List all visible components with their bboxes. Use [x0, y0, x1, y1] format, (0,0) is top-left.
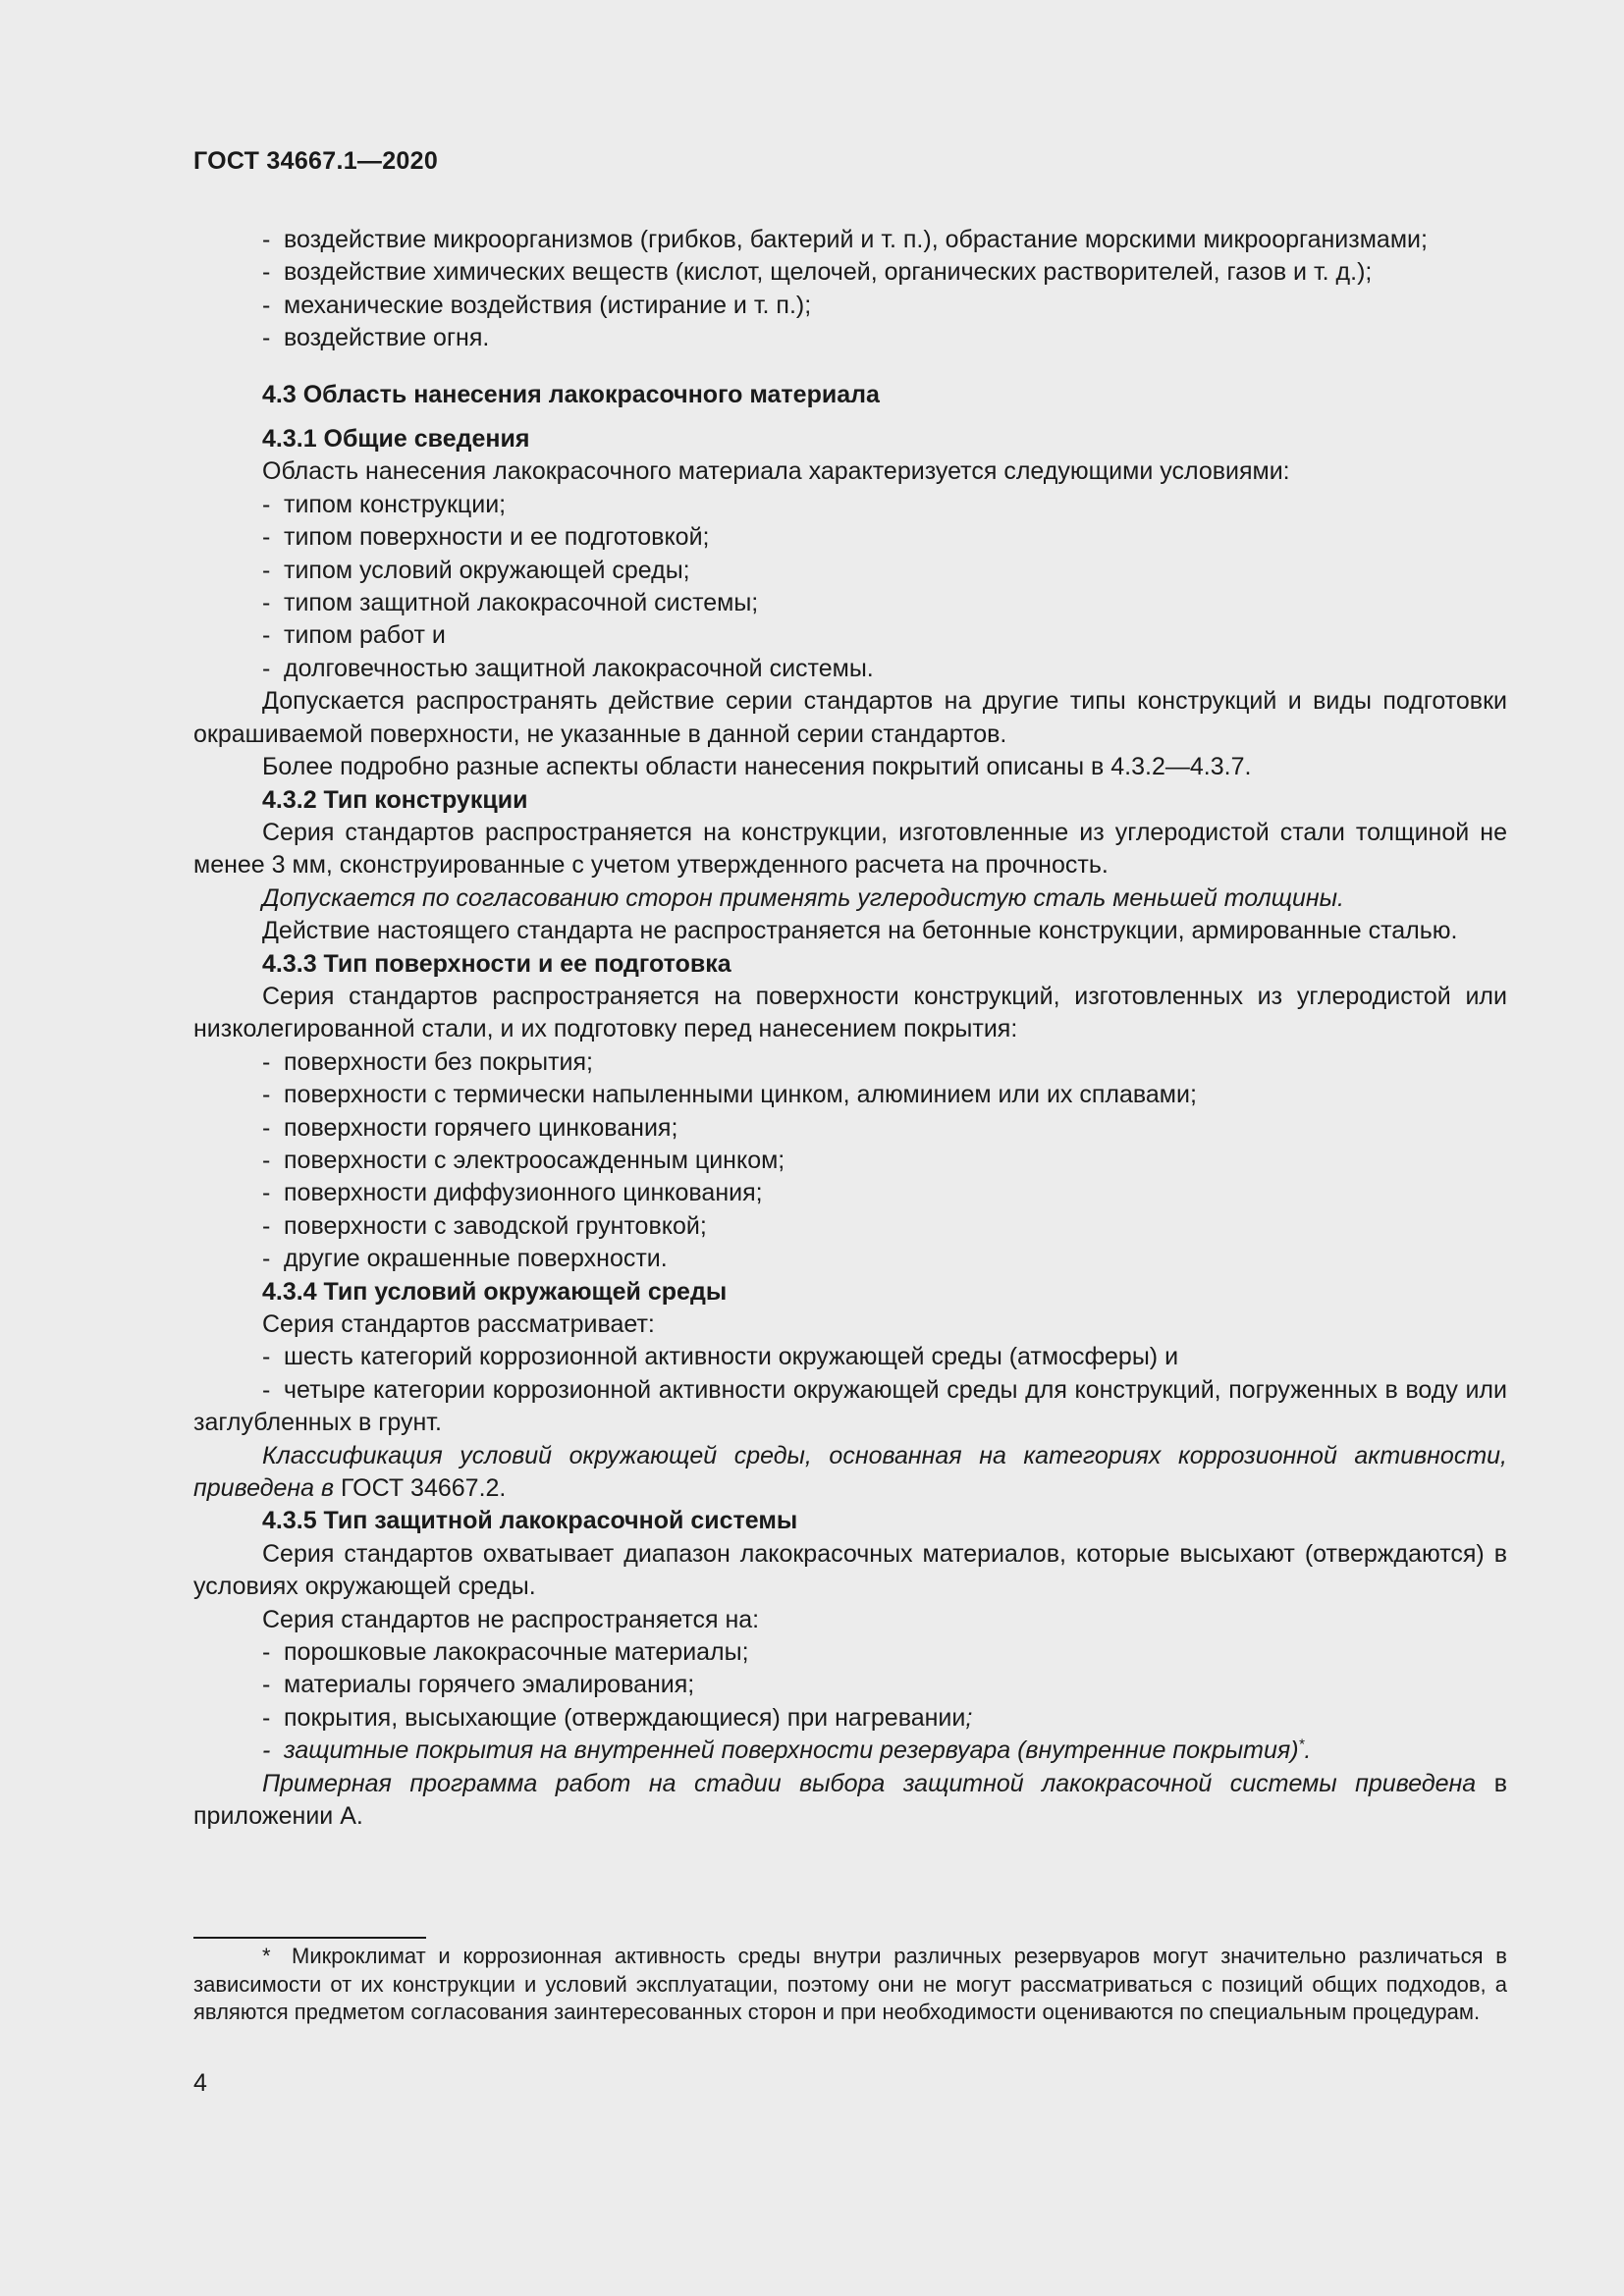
- list-item: [193, 1177, 1507, 1209]
- list-item-text: типом работ и: [284, 621, 446, 650]
- list-item: [193, 256, 1507, 289]
- list-dash: -: [262, 1211, 271, 1240]
- list-item-text: типом поверхности и ее подготовкой;: [284, 523, 710, 552]
- paragraph: Серия стандартов не распространяется на:: [262, 1605, 760, 1633]
- list-item: [193, 322, 1507, 354]
- list-item: [193, 1079, 1507, 1111]
- list-dash: -: [262, 1047, 271, 1076]
- paragraph: Серия стандартов охватывает диапазон лакокрасочных материалов, которые высыхают (отверждаются) в условиях окружающей среды.: [193, 1539, 1507, 1601]
- list-dash: -: [262, 1671, 271, 1699]
- paragraph: Область нанесения лакокрасочного материала характеризуется следующими условиями:: [262, 457, 1290, 486]
- list-item: [193, 1341, 1507, 1373]
- list-item: [193, 653, 1507, 685]
- paragraph: Серия стандартов распространяется на поверхности конструкций, изготовленных из углеродистой или низколегированной стали, и их подготовку перед нанесением покрытия:: [193, 982, 1507, 1043]
- appendix-reference: в приложении А.: [193, 1769, 1508, 1831]
- list-item-text: механические воздействия (истирание и т. п.);: [284, 291, 812, 319]
- list-item: [193, 1210, 1507, 1243]
- document-header: ГОСТ 34667.1—2020: [193, 147, 439, 175]
- section-heading-4-3: 4.3 Область нанесения лакокрасочного материала: [262, 380, 880, 408]
- list-dash: -: [262, 1146, 271, 1174]
- list-item: [193, 1046, 1507, 1079]
- list-item: [193, 1112, 1507, 1145]
- list-dash: -: [262, 324, 271, 352]
- list-item: [193, 224, 1507, 256]
- list-item-text: долговечностью защитной лакокрасочной системы.: [284, 654, 874, 682]
- list-dash: -: [262, 1113, 271, 1142]
- list-dash: -: [262, 556, 271, 584]
- list-item-text: порошковые лакокрасочные материалы;: [284, 1638, 749, 1667]
- paragraph: Серия стандартов рассматривает:: [262, 1310, 655, 1338]
- list-item-end: .: [1304, 1736, 1312, 1765]
- paragraph: Действие настоящего стандарта не распространяется на бетонные конструкции, армированные сталью.: [262, 917, 1458, 945]
- list-item-text: поверхности с термически напыленными цинком, алюминием или их сплавами;: [284, 1081, 1197, 1109]
- list-dash: -: [262, 226, 271, 253]
- list-dash: -: [262, 1179, 271, 1207]
- list-dash: -: [262, 1703, 271, 1732]
- list-dash: -: [262, 1081, 271, 1109]
- list-item: [193, 489, 1507, 521]
- list-item-text: другие окрашенные поверхности.: [284, 1245, 668, 1273]
- footnote-reference[interactable]: *: [1298, 1735, 1305, 1753]
- list-item-text: воздействие огня.: [284, 324, 490, 352]
- list-item: [193, 290, 1507, 322]
- list-item: [193, 555, 1507, 587]
- list-item-text: типом условий окружающей среды;: [284, 556, 690, 584]
- paragraph-italic-text: Примерная программа работ на стадии выбора защитной лакокрасочной системы приведена: [262, 1769, 1477, 1797]
- list-item: [193, 1374, 1507, 1440]
- list-dash: -: [262, 589, 271, 617]
- list-dash: -: [262, 291, 271, 319]
- list-item: [193, 1702, 1507, 1735]
- list-item-end: ;: [965, 1703, 973, 1732]
- paragraph: Более подробно разные аспекты области нанесения покрытий описаны в 4.3.2—4.3.7.: [262, 753, 1252, 781]
- list-item: [193, 521, 1507, 554]
- list-item-text: поверхности с заводской грунтовкой;: [284, 1211, 707, 1240]
- list-item: [193, 619, 1507, 652]
- list-item-text: шесть категорий коррозионной активности окружающей среды (атмосферы) и: [284, 1343, 1179, 1371]
- list-item-text: поверхности без покрытия;: [284, 1047, 593, 1076]
- section-heading-4-3-1: 4.3.1 Общие сведения: [262, 425, 530, 454]
- list-item-text: четыре категории коррозионной активности окружающей среды для конструкций, погруженных в воду или заглубленных в грунт.: [193, 1375, 1507, 1437]
- list-dash: -: [262, 258, 271, 287]
- section-heading-4-3-3: 4.3.3 Тип поверхности и ее подготовка: [262, 949, 731, 978]
- list-item-text: типом конструкции;: [284, 490, 507, 518]
- footnote: [193, 1943, 1507, 2027]
- list-item-text: воздействие химических веществ (кислот, щелочей, органических растворителей, газов и т. д.);: [284, 258, 1373, 287]
- paragraph: [193, 1440, 1507, 1506]
- standard-reference: ГОСТ 34667.2.: [341, 1474, 507, 1503]
- list-item-text: покрытия, высыхающие (отверждающиеся) при нагревании: [284, 1703, 966, 1732]
- paragraph-italic: Допускается по согласованию сторон применять углеродистую сталь меньшей толщины.: [262, 883, 1345, 912]
- document-body: [193, 224, 1507, 1834]
- list-dash: -: [262, 1245, 271, 1273]
- section-heading-4-3-2: 4.3.2 Тип конструкции: [262, 785, 528, 814]
- paragraph: Серия стандартов распространяется на конструкции, изготовленные из углеродистой стали толщиной не менее 3 мм, сконструированные с учетом утвержденного расчета на прочность.: [193, 818, 1507, 880]
- note-italic-text: Классификация условий окружающей среды, основанная на категориях коррозионной активности, приведена в: [193, 1441, 1507, 1503]
- list-dash: -: [262, 1736, 271, 1765]
- list-dash: -: [262, 621, 271, 650]
- list-item: [193, 1636, 1507, 1669]
- section-heading-4-3-4: 4.3.4 Тип условий окружающей среды: [262, 1277, 728, 1306]
- paragraph: Допускается распространять действие серии стандартов на другие типы конструкций и виды подготовки окрашиваемой поверхности, не указанные в данной серии стандартов.: [193, 687, 1507, 748]
- list-dash: -: [262, 654, 271, 682]
- paragraph: [193, 1768, 1507, 1834]
- list-dash: -: [262, 523, 271, 552]
- footnote-divider: [193, 1937, 426, 1939]
- footnote-mark: *: [262, 1944, 271, 1968]
- list-item-text: типом защитной лакокрасочной системы;: [284, 589, 759, 617]
- list-item-text: поверхности диффузионного цинкования;: [284, 1179, 763, 1207]
- list-item-text: защитные покрытия на внутренней поверхности резервуара (внутренние покрытия): [284, 1736, 1299, 1765]
- section-heading-4-3-5: 4.3.5 Тип защитной лакокрасочной системы: [262, 1507, 798, 1535]
- list-item-text: материалы горячего эмалирования;: [284, 1671, 695, 1699]
- list-item-text: поверхности с электроосажденным цинком;: [284, 1146, 785, 1174]
- list-dash: -: [262, 1375, 271, 1404]
- list-dash: -: [262, 1343, 271, 1371]
- list-item: [193, 1735, 1507, 1767]
- list-dash: -: [262, 1638, 271, 1667]
- list-dash: -: [262, 490, 271, 518]
- list-item: [193, 1145, 1507, 1177]
- list-item-text: поверхности горячего цинкования;: [284, 1113, 678, 1142]
- list-item-text: воздействие микроорганизмов (грибков, бактерий и т. п.), обрастание морскими микроорганизмами;: [284, 226, 1428, 253]
- list-item: [193, 1669, 1507, 1701]
- footnote-text: Микроклимат и коррозионная активность среды внутри различных резервуаров могут значительно различаться в зависимости от их конструкции и условий эксплуатации, поэтому они не могут рассматриваться с позиций общих подходов, а являются предметом согласования заинтересованных сторон и при необходимости оцениваются по специальным процедурам.: [193, 1944, 1507, 2024]
- page-number: 4: [193, 2069, 207, 2097]
- list-item: [193, 587, 1507, 619]
- list-item: [193, 1243, 1507, 1275]
